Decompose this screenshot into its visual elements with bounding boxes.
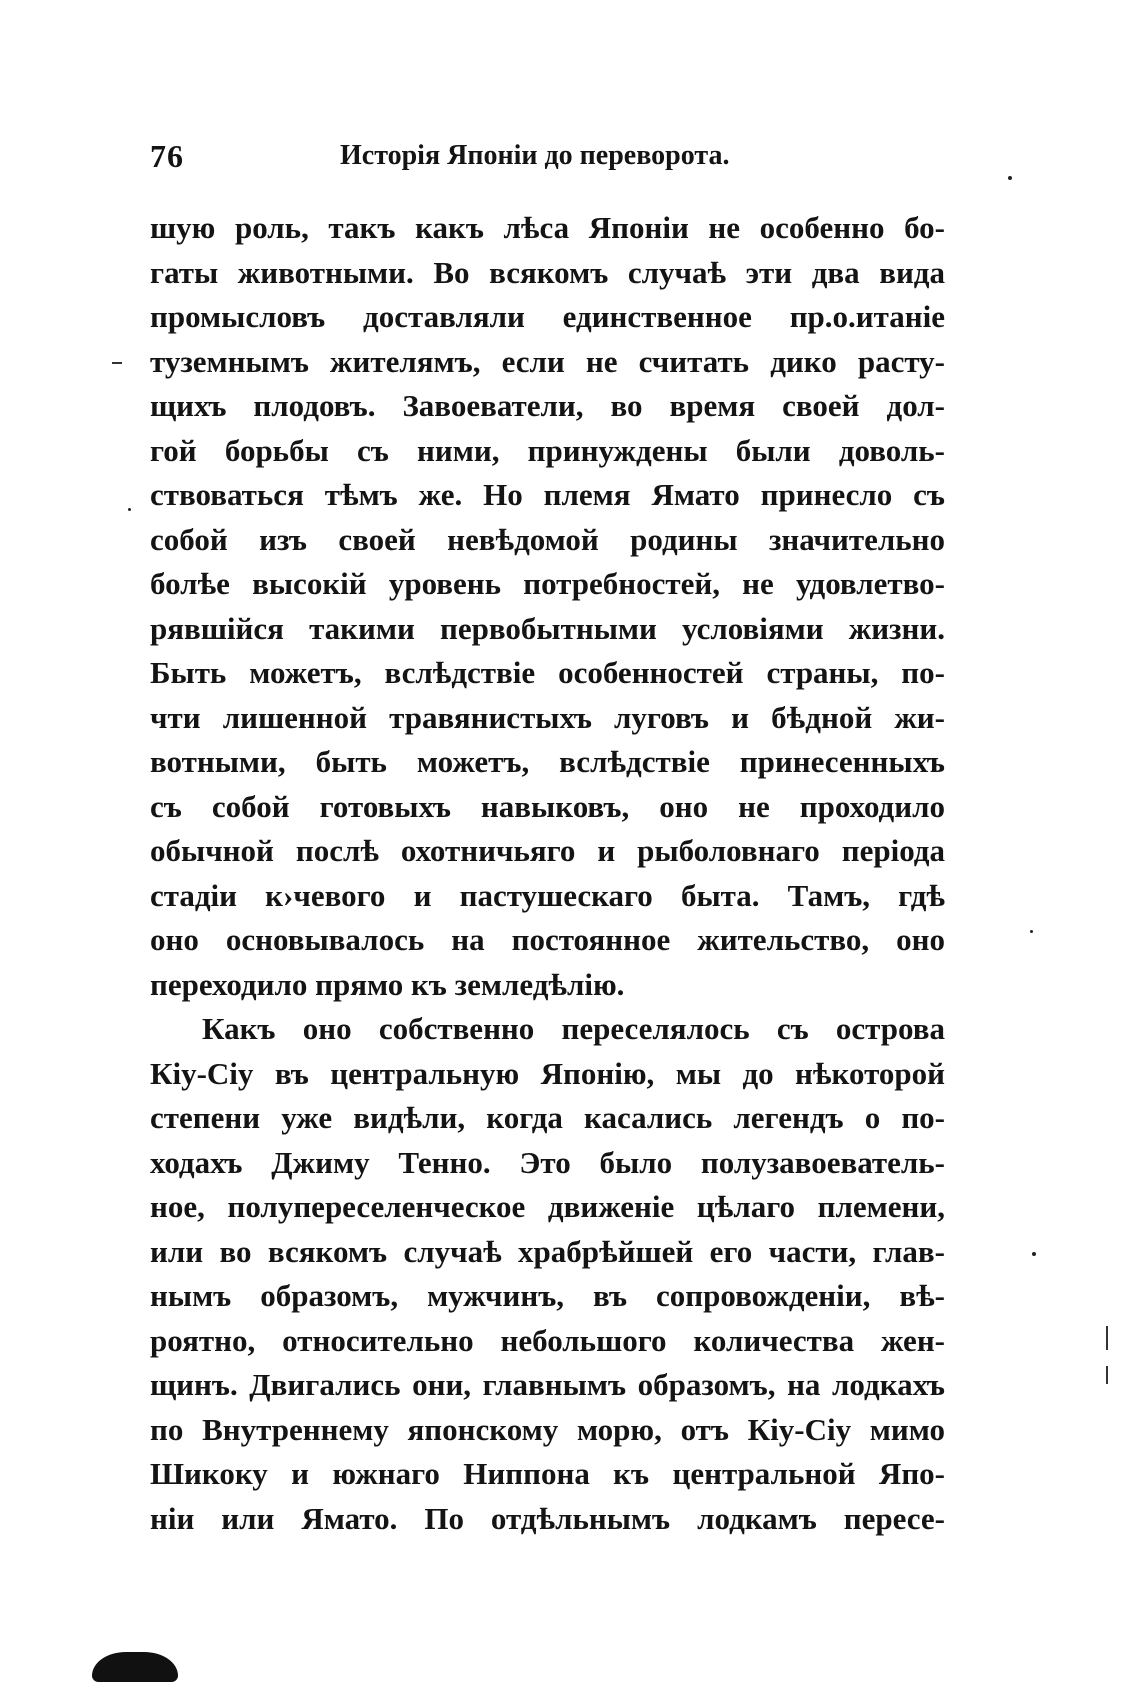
text-line: Шикоку и южнаго Ниппона къ центральной Япо- — [150, 1456, 945, 1491]
running-head — [150, 138, 950, 182]
page-number: 76 — [150, 138, 184, 174]
text-line: гой борьбы съ ними, принуждены были доволь- — [150, 432, 945, 468]
body-text — [150, 206, 945, 1541]
text-line: степени уже видѣли, когда касались легендъ о по- — [150, 1100, 945, 1135]
text-line: собой изъ своей невѣдомой родины значительно — [150, 521, 945, 557]
text-line: стадіи к›чевого и пастушескаго быта. Тамъ, гдѣ — [150, 877, 945, 913]
text-line: щинъ. Двигались они, главнымъ образомъ, на лодкахъ — [150, 1367, 945, 1402]
scan-speck — [1008, 176, 1012, 180]
text-line: Быть можетъ, вслѣдствіе особенностей страны, по- — [150, 655, 945, 690]
text-line: ходахъ Джиму Тенно. Это было полузавоеватель- — [150, 1144, 945, 1180]
text-line: туземнымъ жителямъ, если не считать дико расту- — [150, 343, 945, 379]
scan-dash — [112, 362, 122, 364]
text-line: или во всякомъ случаѣ храбрѣйшей его части, глав- — [150, 1233, 945, 1269]
ink-blot — [92, 1652, 178, 1682]
text-line: промысловъ доставляли единственное пр.о.итаніе — [150, 299, 945, 334]
scan-line — [1106, 1366, 1108, 1384]
text-line: ное, полупереселенческое движеніе цѣлаго племени, — [150, 1189, 945, 1224]
text-line: обычной послѣ охотничьяго и рыболовнаго періода — [150, 833, 945, 868]
text-line: вотными, быть можетъ, вслѣдствіе принесенныхъ — [150, 744, 945, 779]
text-line: ствоваться тѣмъ же. Но племя Ямато принесло съ — [150, 477, 945, 512]
text-line: Кіу-Сіу въ центральную Японію, мы до нѣкоторой — [150, 1055, 945, 1091]
scan-speck — [1030, 930, 1033, 933]
text-line: рявшійся такими первобытными условіями жизни. — [150, 610, 945, 646]
text-line: шую роль, такъ какъ лѣса Японіи не особенно бо- — [150, 210, 945, 245]
paragraph-end-line: переходило прямо къ земледѣлію. — [150, 966, 625, 1002]
text-line: чти лишенной травянистыхъ луговъ и бѣдной жи- — [150, 699, 945, 735]
text-line: по Внутреннему японскому морю, отъ Кіу-Сіу мимо — [150, 1411, 945, 1447]
text-line: болѣе высокій уровень потребностей, не удовлетво- — [150, 566, 945, 601]
text-line: щихъ плодовъ. Завоеватели, во время своей дол- — [150, 388, 945, 423]
running-title: Исторія Японіи до переворота. — [340, 140, 730, 171]
paragraph-start-line: Какъ оно собственно переселялось съ острова — [202, 1011, 945, 1046]
text-line: нымъ образомъ, мужчинъ, въ сопровожденіи, вѣ- — [150, 1278, 945, 1313]
text-line: роятно, относительно небольшого количества жен- — [150, 1322, 945, 1358]
scan-speck — [1032, 1252, 1036, 1256]
text-line: съ собой готовыхъ навыковъ, оно не проходило — [150, 788, 945, 824]
text-line: гаты животными. Во всякомъ случаѣ эти два вида — [150, 254, 945, 290]
text-line: оно основывалось на постоянное жительство, оно — [150, 922, 945, 957]
scan-line — [1106, 1326, 1108, 1350]
scan-speck — [128, 508, 131, 511]
text-line: ніи или Ямато. По отдѣльнымъ лодкамъ пересе- — [150, 1500, 945, 1536]
